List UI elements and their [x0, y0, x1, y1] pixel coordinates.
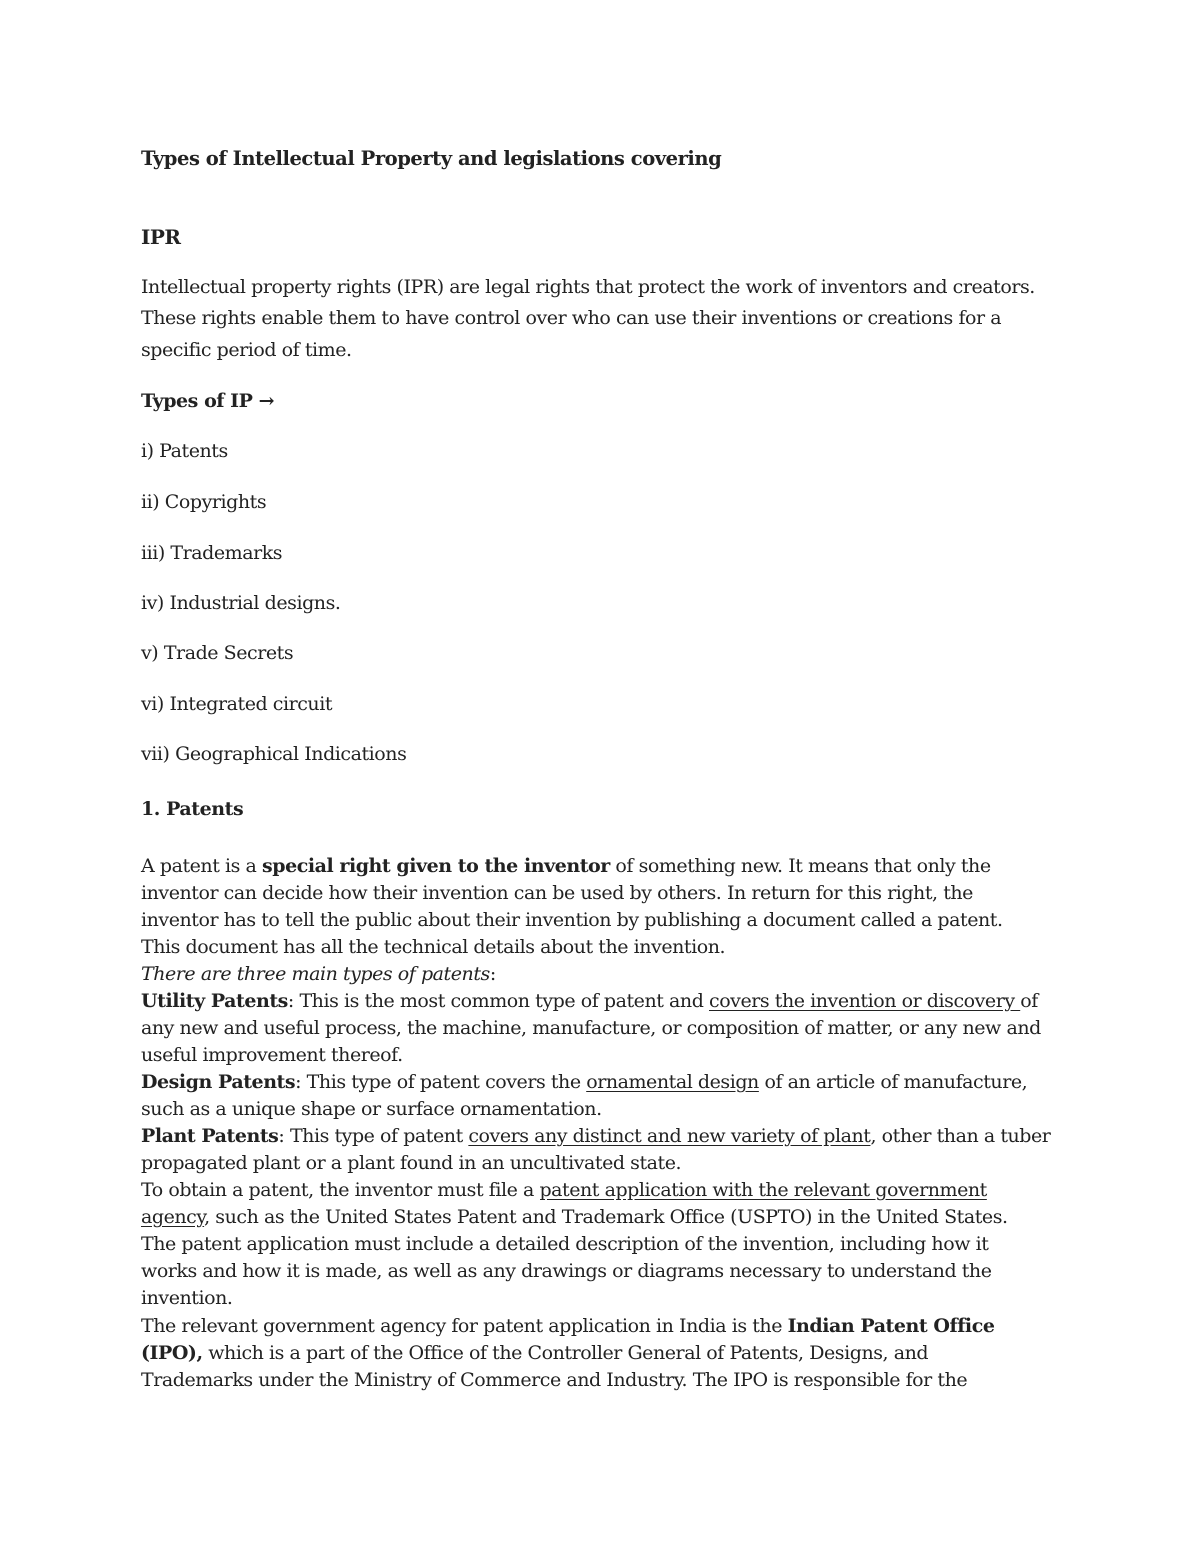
- ipr-paragraph-line-3: specific period of time.: [141, 339, 352, 361]
- patents-heading: 1. Patents: [141, 798, 244, 820]
- design-patents-line-1: Design Patents: This type of patent covers the ornamental design of an article of manufacture,: [141, 1071, 1028, 1093]
- patent-definition-line-3: inventor has to tell the public about their invention by publishing a document called a patent.: [141, 909, 1003, 931]
- types-list-item: iii) Trademarks: [141, 542, 283, 564]
- patent-definition-line-2: inventor can decide how their invention can be used by others. In return for this right, the: [141, 882, 973, 904]
- obtain-patent-line-5: invention.: [141, 1287, 233, 1309]
- obtain-patent-line-3: The patent application must include a detailed description of the invention, including how it: [141, 1233, 989, 1255]
- utility-patents-line-1: Utility Patents: This is the most common type of patent and covers the invention or discovery of: [141, 990, 1038, 1012]
- patent-definition-line-1: A patent is a special right given to the inventor of something new. It means that only the: [141, 855, 991, 877]
- types-list-item: ii) Copyrights: [141, 491, 267, 513]
- ipr-paragraph-line-1: Intellectual property rights (IPR) are legal rights that protect the work of inventors and creators.: [141, 276, 1035, 298]
- obtain-patent-line-1: To obtain a patent, the inventor must file a patent application with the relevant government: [141, 1179, 987, 1201]
- utility-patents-line-2: any new and useful process, the machine, manufacture, or composition of matter, or any new and: [141, 1017, 1041, 1039]
- plant-patents-line-1: Plant Patents: This type of patent covers any distinct and new variety of plant, other than a tuber: [141, 1125, 1051, 1147]
- ipr-paragraph-line-2: These rights enable them to have control over who can use their inventions or creations for a: [141, 307, 1002, 329]
- three-types-intro: There are three main types of patents:: [141, 963, 496, 985]
- india-agency-line-3: Trademarks under the Ministry of Commerce and Industry. The IPO is responsible for the: [141, 1369, 968, 1391]
- types-list-item: i) Patents: [141, 440, 228, 462]
- plant-patents-line-2: propagated plant or a plant found in an uncultivated state.: [141, 1152, 682, 1174]
- types-list-item: vii) Geographical Indications: [141, 743, 407, 765]
- types-list-item: v) Trade Secrets: [141, 642, 294, 664]
- ipr-heading: IPR: [141, 225, 181, 249]
- obtain-patent-line-2: agency, such as the United States Patent and Trademark Office (USPTO) in the United States.: [141, 1206, 1008, 1228]
- types-list-item: iv) Industrial designs.: [141, 592, 341, 614]
- document-title: Types of Intellectual Property and legislations covering: [141, 147, 722, 170]
- obtain-patent-line-4: works and how it is made, as well as any drawings or diagrams necessary to understand the: [141, 1260, 992, 1282]
- india-agency-line-1: The relevant government agency for patent application in India is the Indian Patent Office: [141, 1315, 995, 1337]
- utility-patents-line-3: useful improvement thereof.: [141, 1044, 403, 1066]
- india-agency-line-2: (IPO), which is a part of the Office of the Controller General of Patents, Designs, and: [141, 1342, 929, 1364]
- types-list-item: vi) Integrated circuit: [141, 693, 333, 715]
- patent-definition-line-4: This document has all the technical details about the invention.: [141, 936, 726, 958]
- design-patents-line-2: such as a unique shape or surface ornamentation.: [141, 1098, 602, 1120]
- types-heading: Types of IP →: [141, 390, 275, 412]
